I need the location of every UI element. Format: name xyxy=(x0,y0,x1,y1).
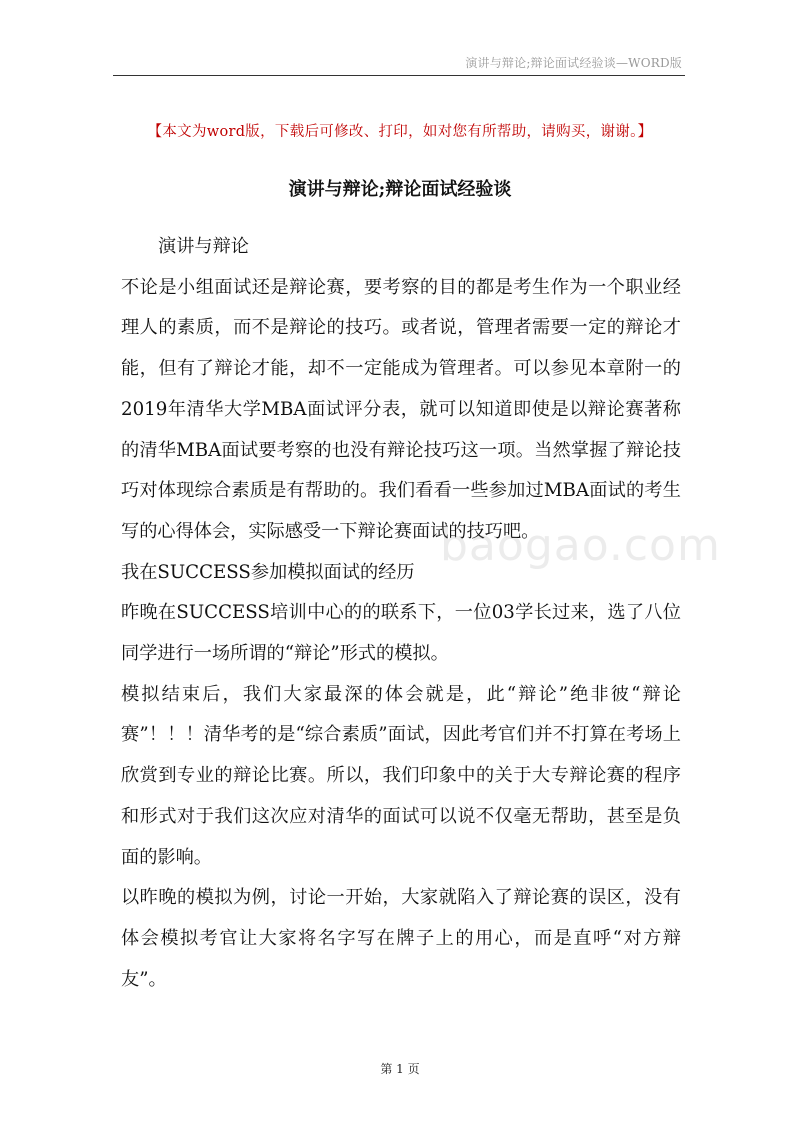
document-body xyxy=(121,227,681,1000)
header-divider xyxy=(113,75,685,76)
paragraph: 以昨晚的模拟为例，讨论一开始，大家就陷入了辩论赛的误区，没有体会模拟考官让大家将名字写在牌子上的用心，而是直呼“对方辩友”。 xyxy=(121,887,681,990)
section-heading: 演讲与辩论 xyxy=(158,236,249,257)
document-title: 演讲与辩论;辩论面试经验谈 xyxy=(288,179,512,200)
watermark: baogao.com xyxy=(440,520,721,571)
header-title: 演讲与辩论;辩论面试经验谈—WORD版 xyxy=(465,56,682,70)
paragraph: 模拟结束后，我们大家最深的体会就是，此“辩论”绝非彼“辩论赛”！！！清华考的是“综合素质”面试，因此考官们并不打算在考场上欣赏到专业的辩论比赛。所以，我们印象中的关于大专辩论赛的程序和形式对于我们这次应对清华的面试可以说不仅毫无帮助，甚至是负面的影响。 xyxy=(121,683,681,868)
page-number: 第 1 页 xyxy=(380,1062,420,1076)
purchase-notice: 【本文为word版，下载后可修改、打印，如对您有所帮助，请购买，谢谢。】 xyxy=(147,124,653,140)
paragraph: 我在SUCCESS参加模拟面试的经历 xyxy=(121,561,415,583)
paragraph: 不论是小组面试还是辩论赛，要考察的目的都是考生作为一个职业经理人的素质，而不是辩论的技巧。或者说，管理者需要一定的辩论才能，但有了辩论才能，却不一定能成为管理者。可以参见本章附一的2019年清华大学MBA面试评分表，就可以知道即使是以辩论赛著称的清华MBA面试要考察的也没有辩论技巧这一项。当然掌握了辩论技巧对体现综合素质是有帮助的。我们看看一些参加过MBA面试的考生写的心得体会，实际感受一下辩论赛面试的技巧吧。 xyxy=(121,276,681,542)
paragraph: 昨晚在SUCCESS培训中心的的联系下，一位03学长过来，选了八位同学进行一场所谓的“辩论”形式的模拟。 xyxy=(121,602,681,665)
